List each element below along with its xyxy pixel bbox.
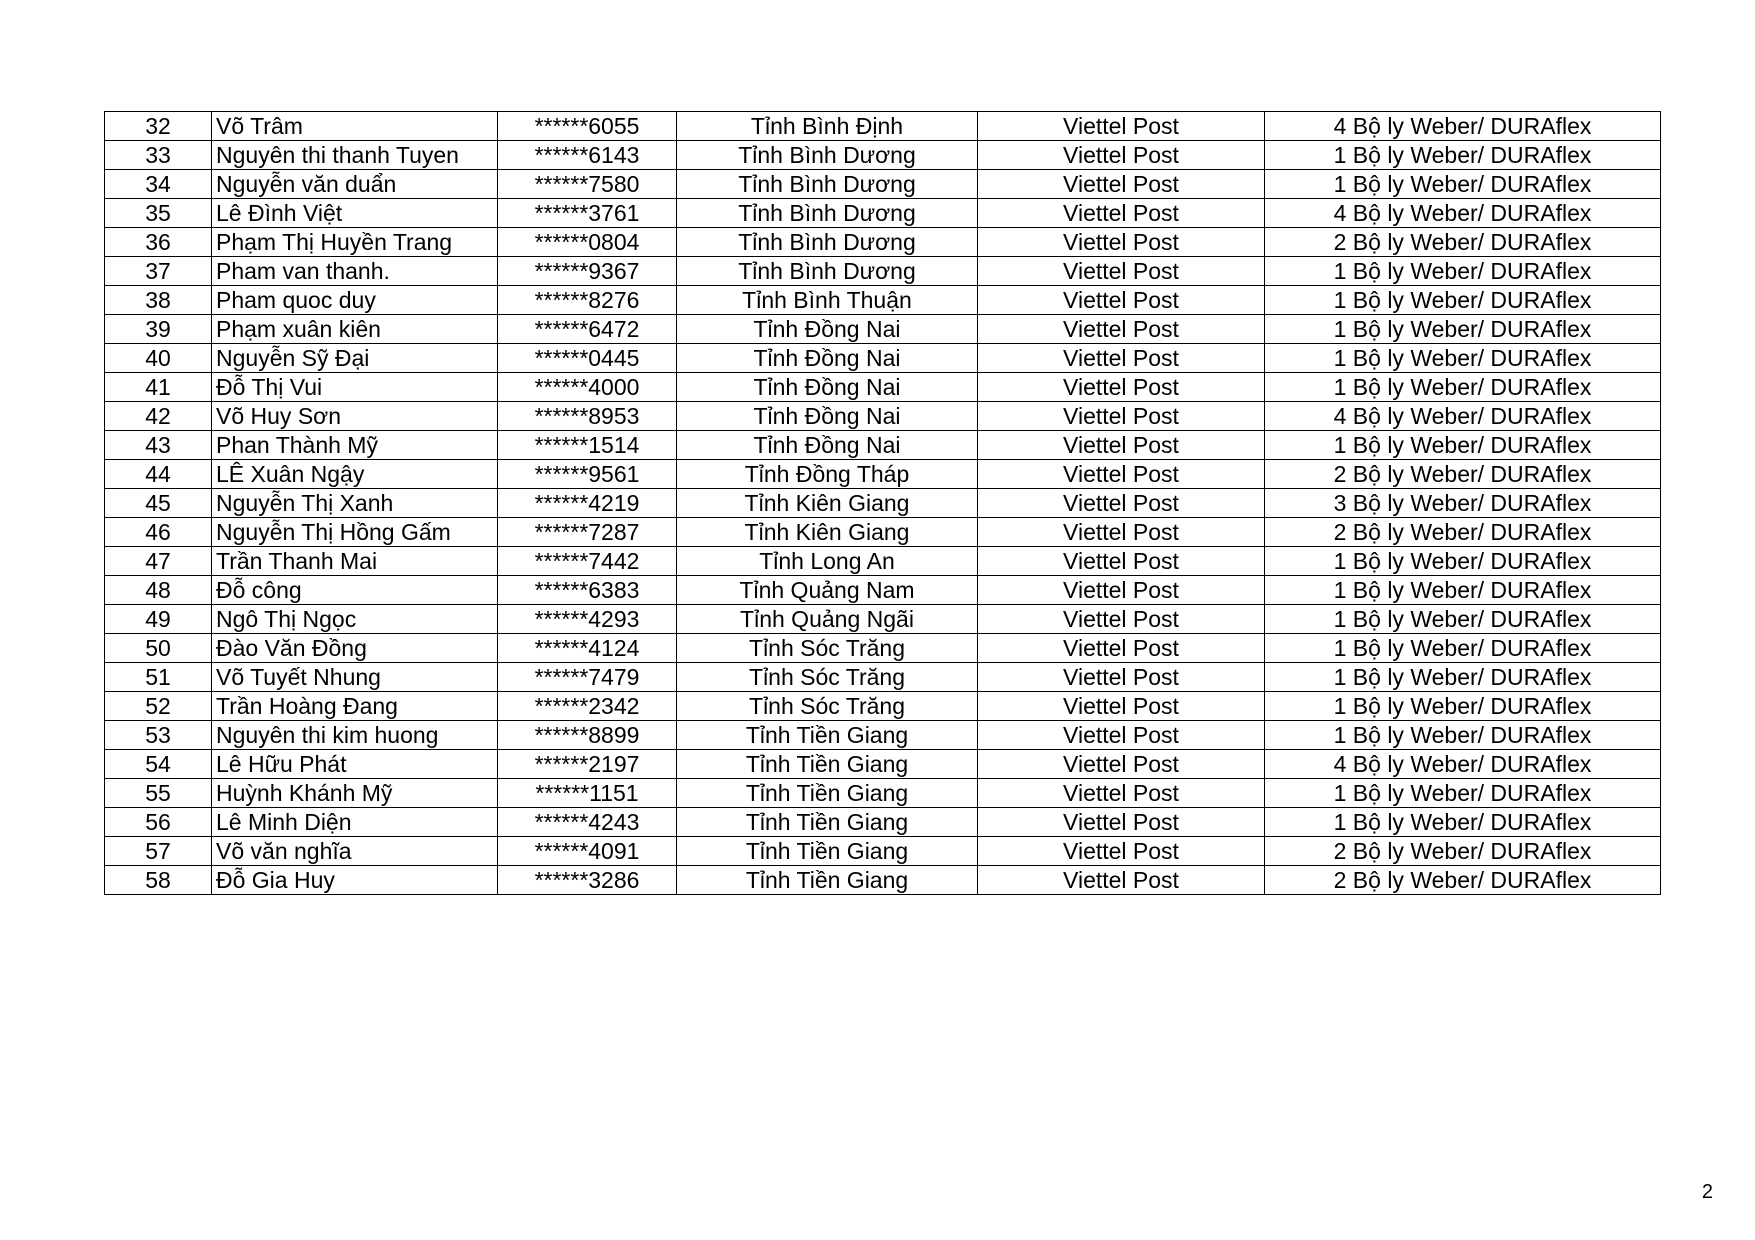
masked-phone-cell: ******0445 [498,344,677,373]
row-number-cell: 51 [105,663,212,692]
recipient-name-cell: Nguyễn Sỹ Đại [212,344,498,373]
table-row [105,199,1661,228]
prize-cell: 1 Bộ ly Weber/ DURAflex [1265,431,1661,460]
province-cell: Tỉnh Tiền Giang [677,779,978,808]
row-number-cell: 56 [105,808,212,837]
table-row [105,257,1661,286]
recipient-name-cell: Trần Hoàng Đang [212,692,498,721]
shipping-carrier-cell: Viettel Post [978,315,1265,344]
prize-cell: 3 Bộ ly Weber/ DURAflex [1265,489,1661,518]
recipient-name-cell: Nguyễn văn duẩn [212,170,498,199]
table-row [105,286,1661,315]
table-row [105,402,1661,431]
prize-cell: 1 Bộ ly Weber/ DURAflex [1265,373,1661,402]
shipping-carrier-cell: Viettel Post [978,112,1265,141]
masked-phone-cell: ******4000 [498,373,677,402]
table-row [105,518,1661,547]
prize-cell: 1 Bộ ly Weber/ DURAflex [1265,663,1661,692]
row-number-cell: 44 [105,460,212,489]
province-cell: Tỉnh Bình Thuận [677,286,978,315]
row-number-cell: 37 [105,257,212,286]
shipping-carrier-cell: Viettel Post [978,634,1265,663]
masked-phone-cell: ******4219 [498,489,677,518]
shipping-carrier-cell: Viettel Post [978,199,1265,228]
shipping-carrier-cell: Viettel Post [978,692,1265,721]
table-row [105,315,1661,344]
table-row [105,431,1661,460]
masked-phone-cell: ******2197 [498,750,677,779]
masked-phone-cell: ******6383 [498,576,677,605]
row-number-cell: 35 [105,199,212,228]
masked-phone-cell: ******4293 [498,605,677,634]
prize-cell: 4 Bộ ly Weber/ DURAflex [1265,750,1661,779]
recipient-name-cell: Nguyên thi thanh Tuyen [212,141,498,170]
prize-cell: 1 Bộ ly Weber/ DURAflex [1265,779,1661,808]
recipient-name-cell: Huỳnh Khánh Mỹ [212,779,498,808]
prize-cell: 1 Bộ ly Weber/ DURAflex [1265,344,1661,373]
recipient-name-cell: Nguyễn Thị Hồng Gấm [212,518,498,547]
shipping-carrier-cell: Viettel Post [978,808,1265,837]
masked-phone-cell: ******8953 [498,402,677,431]
shipping-carrier-cell: Viettel Post [978,286,1265,315]
prize-cell: 1 Bộ ly Weber/ DURAflex [1265,286,1661,315]
prize-cell: 1 Bộ ly Weber/ DURAflex [1265,634,1661,663]
table-row [105,576,1661,605]
masked-phone-cell: ******7442 [498,547,677,576]
province-cell: Tỉnh Quảng Ngãi [677,605,978,634]
row-number-cell: 57 [105,837,212,866]
province-cell: Tỉnh Bình Dương [677,228,978,257]
table-row [105,344,1661,373]
table-row [105,170,1661,199]
province-cell: Tỉnh Tiền Giang [677,808,978,837]
prize-cell: 1 Bộ ly Weber/ DURAflex [1265,605,1661,634]
winners-table [104,111,1661,895]
prize-cell: 4 Bộ ly Weber/ DURAflex [1265,199,1661,228]
row-number-cell: 33 [105,141,212,170]
province-cell: Tỉnh Đồng Nai [677,373,978,402]
province-cell: Tỉnh Tiền Giang [677,837,978,866]
row-number-cell: 46 [105,518,212,547]
masked-phone-cell: ******7287 [498,518,677,547]
row-number-cell: 39 [105,315,212,344]
province-cell: Tỉnh Sóc Trăng [677,663,978,692]
province-cell: Tỉnh Đồng Tháp [677,460,978,489]
prize-cell: 1 Bộ ly Weber/ DURAflex [1265,257,1661,286]
province-cell: Tỉnh Sóc Trăng [677,634,978,663]
table-row [105,228,1661,257]
masked-phone-cell: ******1514 [498,431,677,460]
province-cell: Tỉnh Bình Dương [677,170,978,199]
shipping-carrier-cell: Viettel Post [978,460,1265,489]
prize-cell: 4 Bộ ly Weber/ DURAflex [1265,402,1661,431]
province-cell: Tỉnh Sóc Trăng [677,692,978,721]
table-row [105,663,1661,692]
masked-phone-cell: ******7479 [498,663,677,692]
table-row [105,634,1661,663]
prize-cell: 2 Bộ ly Weber/ DURAflex [1265,837,1661,866]
masked-phone-cell: ******2342 [498,692,677,721]
masked-phone-cell: ******6143 [498,141,677,170]
recipient-name-cell: Đỗ công [212,576,498,605]
recipient-name-cell: Phạm xuân kiên [212,315,498,344]
masked-phone-cell: ******3286 [498,866,677,895]
shipping-carrier-cell: Viettel Post [978,518,1265,547]
recipient-name-cell: Phan Thành Mỹ [212,431,498,460]
row-number-cell: 48 [105,576,212,605]
province-cell: Tỉnh Bình Định [677,112,978,141]
masked-phone-cell: ******9561 [498,460,677,489]
masked-phone-cell: ******0804 [498,228,677,257]
recipient-name-cell: Võ văn nghĩa [212,837,498,866]
shipping-carrier-cell: Viettel Post [978,605,1265,634]
row-number-cell: 34 [105,170,212,199]
recipient-name-cell: Nguyên thi kim huong [212,721,498,750]
shipping-carrier-cell: Viettel Post [978,663,1265,692]
table-row [105,141,1661,170]
shipping-carrier-cell: Viettel Post [978,489,1265,518]
winners-table-body [105,112,1661,895]
shipping-carrier-cell: Viettel Post [978,779,1265,808]
table-row [105,112,1661,141]
shipping-carrier-cell: Viettel Post [978,170,1265,199]
shipping-carrier-cell: Viettel Post [978,837,1265,866]
prize-cell: 2 Bộ ly Weber/ DURAflex [1265,228,1661,257]
prize-cell: 1 Bộ ly Weber/ DURAflex [1265,721,1661,750]
recipient-name-cell: Nguyễn Thị Xanh [212,489,498,518]
table-row [105,489,1661,518]
row-number-cell: 52 [105,692,212,721]
masked-phone-cell: ******6472 [498,315,677,344]
table-row [105,547,1661,576]
recipient-name-cell: LÊ Xuân Ngậy [212,460,498,489]
recipient-name-cell: Ngô Thị Ngọc [212,605,498,634]
row-number-cell: 55 [105,779,212,808]
table-row [105,460,1661,489]
recipient-name-cell: Lê Minh Diện [212,808,498,837]
table-row [105,808,1661,837]
province-cell: Tỉnh Bình Dương [677,141,978,170]
row-number-cell: 38 [105,286,212,315]
row-number-cell: 45 [105,489,212,518]
prize-cell: 1 Bộ ly Weber/ DURAflex [1265,576,1661,605]
row-number-cell: 49 [105,605,212,634]
masked-phone-cell: ******3761 [498,199,677,228]
prize-cell: 1 Bộ ly Weber/ DURAflex [1265,808,1661,837]
recipient-name-cell: Đào Văn Đồng [212,634,498,663]
shipping-carrier-cell: Viettel Post [978,431,1265,460]
recipient-name-cell: Phạm Thị Huyền Trang [212,228,498,257]
prize-cell: 1 Bộ ly Weber/ DURAflex [1265,547,1661,576]
row-number-cell: 50 [105,634,212,663]
prize-cell: 4 Bộ ly Weber/ DURAflex [1265,112,1661,141]
province-cell: Tỉnh Tiền Giang [677,866,978,895]
row-number-cell: 47 [105,547,212,576]
shipping-carrier-cell: Viettel Post [978,547,1265,576]
prize-cell: 1 Bộ ly Weber/ DURAflex [1265,692,1661,721]
row-number-cell: 43 [105,431,212,460]
recipient-name-cell: Đỗ Thị Vui [212,373,498,402]
shipping-carrier-cell: Viettel Post [978,402,1265,431]
table-row [105,721,1661,750]
table-row [105,837,1661,866]
masked-phone-cell: ******9367 [498,257,677,286]
shipping-carrier-cell: Viettel Post [978,344,1265,373]
masked-phone-cell: ******4243 [498,808,677,837]
shipping-carrier-cell: Viettel Post [978,721,1265,750]
province-cell: Tỉnh Đồng Nai [677,344,978,373]
recipient-name-cell: Đỗ Gia Huy [212,866,498,895]
shipping-carrier-cell: Viettel Post [978,866,1265,895]
table-row [105,866,1661,895]
recipient-name-cell: Võ Huy Sơn [212,402,498,431]
row-number-cell: 32 [105,112,212,141]
province-cell: Tỉnh Kiên Giang [677,518,978,547]
shipping-carrier-cell: Viettel Post [978,576,1265,605]
masked-phone-cell: ******1151 [498,779,677,808]
row-number-cell: 58 [105,866,212,895]
province-cell: Tỉnh Bình Dương [677,257,978,286]
row-number-cell: 53 [105,721,212,750]
prize-cell: 2 Bộ ly Weber/ DURAflex [1265,460,1661,489]
table-row [105,779,1661,808]
masked-phone-cell: ******8899 [498,721,677,750]
masked-phone-cell: ******4091 [498,837,677,866]
shipping-carrier-cell: Viettel Post [978,750,1265,779]
province-cell: Tỉnh Long An [677,547,978,576]
masked-phone-cell: ******7580 [498,170,677,199]
province-cell: Tỉnh Bình Dương [677,199,978,228]
province-cell: Tỉnh Đồng Nai [677,431,978,460]
shipping-carrier-cell: Viettel Post [978,257,1265,286]
table-row [105,750,1661,779]
recipient-name-cell: Võ Tuyết Nhung [212,663,498,692]
province-cell: Tỉnh Kiên Giang [677,489,978,518]
row-number-cell: 41 [105,373,212,402]
recipient-name-cell: Pham van thanh. [212,257,498,286]
shipping-carrier-cell: Viettel Post [978,141,1265,170]
prize-cell: 1 Bộ ly Weber/ DURAflex [1265,170,1661,199]
province-cell: Tỉnh Đồng Nai [677,315,978,344]
prize-cell: 1 Bộ ly Weber/ DURAflex [1265,141,1661,170]
recipient-name-cell: Lê Đình Việt [212,199,498,228]
row-number-cell: 40 [105,344,212,373]
recipient-name-cell: Trần Thanh Mai [212,547,498,576]
shipping-carrier-cell: Viettel Post [978,228,1265,257]
recipient-name-cell: Võ Trâm [212,112,498,141]
prize-cell: 2 Bộ ly Weber/ DURAflex [1265,866,1661,895]
masked-phone-cell: ******8276 [498,286,677,315]
prize-cell: 1 Bộ ly Weber/ DURAflex [1265,315,1661,344]
page-number: 2 [1701,1181,1713,1203]
prize-cell: 2 Bộ ly Weber/ DURAflex [1265,518,1661,547]
province-cell: Tỉnh Tiền Giang [677,721,978,750]
province-cell: Tỉnh Quảng Nam [677,576,978,605]
recipient-name-cell: Lê Hữu Phát [212,750,498,779]
table-row [105,692,1661,721]
row-number-cell: 36 [105,228,212,257]
masked-phone-cell: ******6055 [498,112,677,141]
masked-phone-cell: ******4124 [498,634,677,663]
shipping-carrier-cell: Viettel Post [978,373,1265,402]
row-number-cell: 54 [105,750,212,779]
table-row [105,373,1661,402]
row-number-cell: 42 [105,402,212,431]
province-cell: Tỉnh Đồng Nai [677,402,978,431]
recipient-name-cell: Pham quoc duy [212,286,498,315]
table-row [105,605,1661,634]
province-cell: Tỉnh Tiền Giang [677,750,978,779]
